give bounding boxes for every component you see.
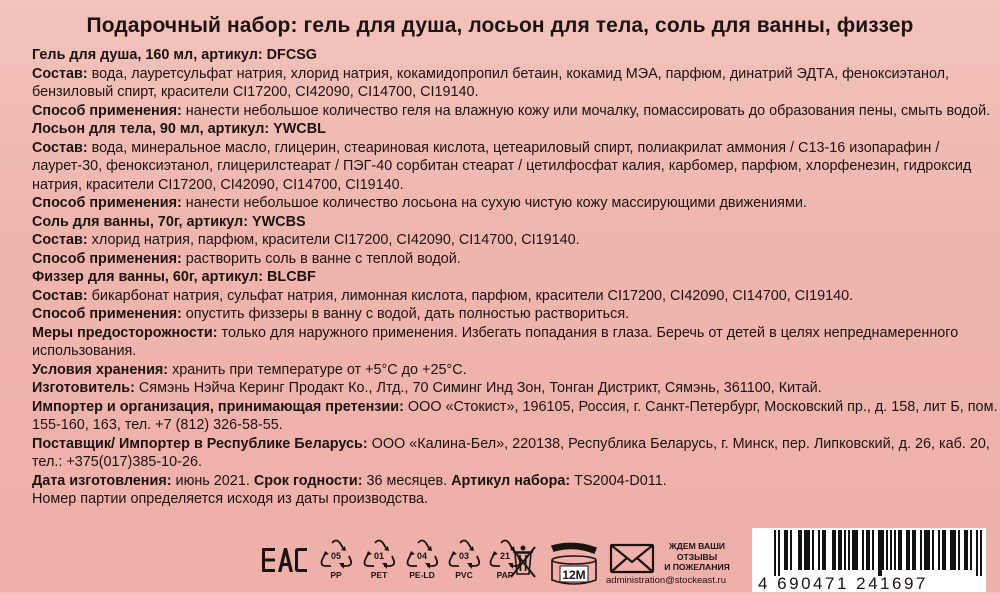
barcode-bar xyxy=(932,530,934,570)
barcode-bar xyxy=(886,530,888,570)
text-segment: вода, лауретсульфат натрия, хлорид натрия, кокамидопропил бетаин, кокамид МЭА, парфюм, динатрий ЭДТА, феноксиэтанол, xyxy=(87,65,950,82)
barcode-bar xyxy=(840,530,842,570)
barcode-bar xyxy=(866,530,868,570)
email-address: administration@stockeast.ru xyxy=(606,575,726,586)
text-line xyxy=(32,157,986,176)
recycling-number: 21 xyxy=(499,551,511,561)
barcode-bar xyxy=(980,530,982,576)
text-segment: нанести небольшое количество геля на влажную кожу или мочалку, помассировать до образования пены, смыть водой. xyxy=(181,102,991,119)
text-segment: опустить физзеры в ванну с водой, дать полностью раствориться. xyxy=(181,306,630,322)
text-segment: 155-160, 163, тел. +7 (812) 326-58-55. xyxy=(32,417,283,433)
text-line xyxy=(32,65,986,84)
barcode-bar xyxy=(824,530,826,570)
text-segment: бензиловый спирт, красители CI17200, CI42090, CI14700, CI19140. xyxy=(32,84,479,100)
barcode-bar xyxy=(912,530,914,570)
barcode-bar xyxy=(950,530,952,570)
text-segment: хлорид натрия, парфюм, красители CI17200, CI42090, CI14700, CI19140. xyxy=(87,232,580,248)
text-segment: лаурет-30, феноксиэтанол, глицерилстеарат / ПЭГ-40 сорбитан стеарат / цетилфосфат калия, карбомер, парфюм, хлорфенезин, гидроксид xyxy=(32,158,972,174)
text-segment: только для наружного применения. Избегать попадания в глаза. Беречь от детей в целях непреднамеренного xyxy=(217,324,959,341)
barcode-bar xyxy=(924,530,926,570)
recycling-label: PAP xyxy=(496,570,514,580)
recycling-code-pe-ld xyxy=(402,539,442,585)
bold-label: Способ применения: xyxy=(32,195,182,211)
bold-label: Физзер для ванны, 60г, артикул: BLCBF xyxy=(32,269,316,285)
recycling-triangle-icon xyxy=(362,539,396,569)
barcode-bar xyxy=(848,530,850,570)
barcode-bar xyxy=(908,530,910,570)
envelope-icon xyxy=(608,540,656,576)
text-line xyxy=(32,139,986,158)
barcode-bar xyxy=(812,530,814,570)
barcode-bar xyxy=(878,530,880,576)
barcode-bar xyxy=(854,530,856,570)
bold-label: Артикул набора: xyxy=(451,472,571,489)
recycling-triangle-icon xyxy=(405,539,439,569)
barcode-bar xyxy=(926,530,928,570)
barcode-bar xyxy=(976,530,978,576)
bold-label: Состав: xyxy=(32,232,88,248)
text-line xyxy=(32,176,986,195)
barcode-bar xyxy=(798,530,800,570)
barcode-bar xyxy=(786,530,788,570)
text-line xyxy=(32,305,986,324)
text-line xyxy=(32,120,986,139)
text-segment: июнь 2021. xyxy=(171,472,254,489)
text-segment: Сямэнь Нэйча Керинг Продакт Ко., Лтд., 70 Симинг Инд Зон, Тонган Дистрикт, Сямэнь, 361100, Китай. xyxy=(134,380,822,396)
barcode-bar xyxy=(774,530,776,576)
barcode-bar xyxy=(790,530,792,570)
recycling-code-pvc xyxy=(444,539,484,585)
pao-label: 12M xyxy=(562,568,586,582)
product-description xyxy=(32,46,998,509)
text-segment: вода, минеральное масло, глицерин, стеариновая кислота, цетеариловый спирт, полиакрилат аммония / C13-16 изопарафин / xyxy=(87,139,940,156)
text-line xyxy=(32,472,986,491)
barcode-bar xyxy=(906,530,908,570)
barcode-bar xyxy=(928,530,930,570)
text-line xyxy=(32,435,990,454)
text-segment: нанести небольшое количество лосьона на сухую чистую кожу массирующими движениями. xyxy=(181,195,807,211)
bold-label: Состав: xyxy=(32,287,88,304)
text-line xyxy=(32,102,991,121)
text-line xyxy=(32,194,986,213)
feedback-line: И ПОЖЕЛАНИЯ xyxy=(664,562,730,573)
barcode-bar xyxy=(964,530,966,570)
barcode-bar xyxy=(942,530,944,570)
barcode-bars xyxy=(774,528,984,576)
barcode-bar xyxy=(804,530,806,570)
text-segment: использования. xyxy=(32,343,137,359)
barcode-bar xyxy=(852,530,854,570)
barcode-bar xyxy=(806,530,808,570)
recycling-triangle-icon xyxy=(319,539,353,569)
bold-label: Способ применения: xyxy=(32,306,182,322)
barcode-bar xyxy=(868,530,870,570)
text-line xyxy=(32,453,986,472)
text-segment: бикарбонат натрия, сульфат натрия, лимонная кислота, парфюм, красители CI17200, CI42090, CI14700, CI19140. xyxy=(87,287,854,304)
text-line xyxy=(32,342,986,361)
recycling-label: PET xyxy=(370,570,388,580)
barcode-bar xyxy=(862,530,864,570)
pao-jar-icon xyxy=(548,540,600,588)
recycling-number: 04 xyxy=(416,551,428,561)
barcode-number: 4 690471 241697 xyxy=(758,574,928,593)
text-line xyxy=(32,213,986,232)
barcode xyxy=(752,528,986,592)
barcode-bar xyxy=(914,530,916,570)
bold-label: Состав: xyxy=(32,139,88,156)
barcode-bar xyxy=(898,530,900,570)
barcode-bar xyxy=(856,530,858,570)
recycling-triangle-icon xyxy=(447,539,481,569)
text-line xyxy=(32,231,986,250)
barcode-bar xyxy=(834,530,836,570)
text-line xyxy=(32,490,986,509)
barcode-bar xyxy=(838,530,840,570)
feedback-line: ЖДЕМ ВАШИ xyxy=(669,541,725,551)
feedback-text xyxy=(656,541,738,573)
barcode-bar xyxy=(890,530,892,570)
recycling-label: PP xyxy=(330,570,342,580)
barcode-bar xyxy=(844,530,846,570)
barcode-bar xyxy=(778,530,780,576)
barcode-bar xyxy=(944,530,946,570)
recycling-label: PE-LD xyxy=(409,570,435,580)
barcode-bar xyxy=(952,530,954,570)
recycling-number: 01 xyxy=(373,551,385,561)
bold-label: Срок годности: xyxy=(253,472,363,489)
text-segment: тел.: +375(017)385-10-26. xyxy=(32,454,202,470)
bold-label: Способ применения: xyxy=(32,102,182,119)
barcode-bar xyxy=(954,530,956,570)
barcode-bar xyxy=(894,530,896,570)
text-line xyxy=(32,46,986,65)
bold-label: Поставщик/ Импортер в Республике Беларусь: xyxy=(32,435,368,452)
text-line xyxy=(32,324,986,343)
bold-label: Дата изготовления: xyxy=(32,472,172,489)
barcode-bar xyxy=(880,530,882,576)
bold-label: Лосьон для тела, 90 мл, артикул: YWCBL xyxy=(32,121,326,137)
text-line xyxy=(32,379,986,398)
text-segment: натрия, красители CI17200, CI42090, CI14700, CI19140. xyxy=(32,176,404,193)
trash-bin-crossed-icon xyxy=(508,543,538,579)
bold-label: Соль для ванны, 70г, артикул: YWCBS xyxy=(32,213,306,230)
text-segment: ООО «Калина-Бел», 220138, Республика Беларусь, г. Минск, пер. Липковский, д. 26, каб. 20, xyxy=(367,435,990,452)
text-segment: хранить при температуре от +5°C до +25°C. xyxy=(168,361,467,378)
recycling-number: 05 xyxy=(330,551,342,561)
text-segment: 36 месяцев. xyxy=(362,472,452,489)
text-segment: растворить соль в ванне с теплой водой. xyxy=(181,250,461,267)
barcode-bar xyxy=(800,530,802,570)
barcode-bar xyxy=(900,530,902,570)
bold-label: Условия хранения: xyxy=(32,361,169,378)
bold-label: Гель для душа, 160 мл, артикул: DFCSG xyxy=(32,47,318,63)
barcode-bar xyxy=(970,530,972,570)
page-title: Подарочный набор: гель для душа, лосьон для тела, соль для ванны, физзер xyxy=(86,14,914,37)
text-line xyxy=(32,287,986,306)
bold-label: Способ применения: xyxy=(32,250,182,267)
barcode-bar xyxy=(808,530,810,570)
barcode-bar xyxy=(966,530,968,570)
barcode-bar xyxy=(822,530,824,570)
text-line xyxy=(32,268,986,287)
bold-label: Меры предосторожности: xyxy=(32,324,218,341)
text-line xyxy=(32,398,998,417)
bold-label: Импортер и организация, принимающая претензии: xyxy=(32,398,404,415)
recycling-label: PVC xyxy=(455,570,473,580)
recycling-code-pet xyxy=(359,539,399,585)
bold-label: Изготовитель: xyxy=(32,380,135,396)
barcode-bar xyxy=(920,530,922,570)
text-line xyxy=(32,361,986,380)
barcode-bar xyxy=(882,530,884,570)
barcode-bar xyxy=(938,530,940,570)
text-line xyxy=(32,83,986,102)
eac-mark-icon xyxy=(262,547,308,573)
barcode-bar xyxy=(872,530,874,570)
barcode-bar xyxy=(958,530,960,570)
feedback-line: ОТЗЫВЫ xyxy=(676,551,718,562)
barcode-bar xyxy=(832,530,834,570)
bold-label: Состав: xyxy=(32,65,88,82)
text-line xyxy=(32,416,986,435)
footer-marks xyxy=(0,514,1000,592)
text-segment: ООО «Стокист», 196105, Россия, г. Санкт-Петербург, Московский пр., д. 158, лит Б, пом. xyxy=(403,398,998,415)
text-line xyxy=(32,250,986,269)
recycling-number: 03 xyxy=(458,551,470,561)
barcode-bar xyxy=(784,530,786,570)
recycling-code-pp xyxy=(316,539,356,585)
text-segment: TS2004-D011. xyxy=(570,472,667,489)
barcode-bar xyxy=(818,530,820,570)
text-segment: Номер партии определяется исходя из даты производства. xyxy=(32,491,429,507)
